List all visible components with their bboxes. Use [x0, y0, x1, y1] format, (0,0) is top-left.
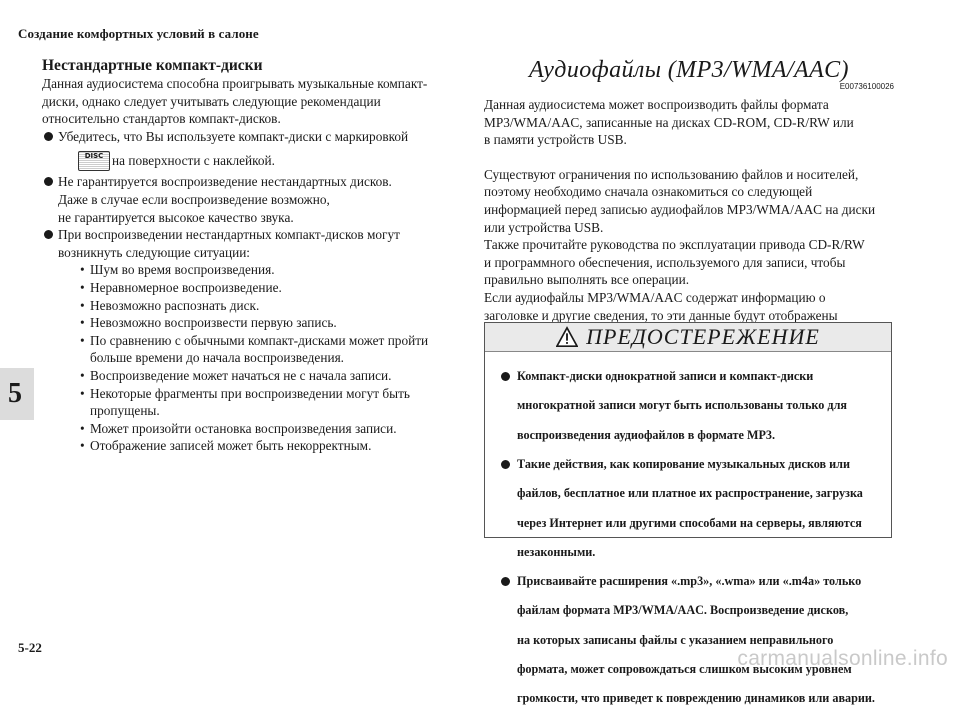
- paragraph-line: в памяти устройств USB.: [484, 132, 627, 148]
- sub-item: • Некоторые фрагменты при воспроизведении могут быть пропущены.: [80, 385, 410, 419]
- paragraph-line: или устройства USB.: [484, 219, 604, 235]
- intro-line: диски, однако следует учитывать следующие рекомендации: [42, 93, 381, 109]
- sub-item: • Отображение записей может быть некорректным.: [80, 438, 372, 454]
- bullet-dot-icon: [44, 132, 53, 141]
- audio-files-heading: Аудиофайлы (MP3/WMA/AAC): [529, 57, 849, 83]
- paragraph-line: Существуют ограничения по использованию файлов и носителей,: [484, 166, 859, 182]
- caution-item: Компакт-диски однократной записи и компакт-диски многократной записи могут быть использованы только для воспроизведения аудиофайлов в формате MP3.: [495, 368, 881, 444]
- caution-title: ПРЕДОСТЕРЕЖЕНИЕ: [586, 324, 820, 349]
- paragraph-line: Также прочитайте руководства по эксплуатации привода CD-R/RW: [484, 237, 865, 253]
- bullet-dot-icon: [44, 177, 53, 186]
- sub-item: • Неравномерное воспроизведение.: [80, 279, 282, 295]
- warning-triangle-icon: [556, 326, 578, 348]
- nonstandard-discs-heading: Нестандартные компакт-диски: [42, 57, 263, 74]
- paragraph-line: поэтому необходимо сначала ознакомиться со следующей: [484, 184, 813, 200]
- intro-line: Данная аудиосистема способна проигрывать музыкальные компакт-: [42, 76, 428, 91]
- disc-logo-caption: на поверхности с наклейкой.: [112, 153, 275, 169]
- caution-header: [485, 323, 891, 352]
- sub-item: • По сравнению с обычными компакт-дисками может пройти больше времени до начала воспроизведения.: [80, 332, 429, 366]
- bullet-item: [42, 128, 462, 146]
- sub-item: • Воспроизведение может начаться не с начала записи.: [80, 367, 392, 383]
- disc-logo-line: [42, 151, 462, 171]
- document-code: E00736100026: [839, 82, 894, 91]
- bullet-dot-icon: [501, 372, 510, 381]
- bullet-item: [42, 226, 462, 261]
- page-number: 5-22: [18, 640, 42, 655]
- compact-disc-logo-icon: DISC: [78, 151, 110, 171]
- bullet-text: При воспроизведении нестандартных компакт-дисков могут: [58, 227, 400, 243]
- bullet-text: Даже в случае если воспроизведение возможно,: [58, 191, 330, 207]
- bullet-dot-icon: [44, 230, 53, 239]
- paragraph-line: Если аудиофайлы MP3/WMA/AAC содержат информацию о: [484, 289, 826, 305]
- right-column: [484, 56, 894, 342]
- caution-item: Присваивайте расширения «.mp3», «.wma» или «.m4a» только файлам формата MP3/WMA/AAC. Воспроизведение дисков, на которых записаны файлы с указанием неправильного формата, может сопровождаться слишком высоким уровнем громкости, что приведет к повреждению динамиков или аварии.: [495, 573, 881, 707]
- paragraph-line: правильно выполнять все операции.: [484, 272, 690, 288]
- chapter-number: 5: [8, 378, 22, 409]
- chapter-tab: [0, 368, 34, 420]
- bullet-text: возникнуть следующие ситуации:: [58, 244, 251, 260]
- sub-item: • Шум во время воспроизведения.: [80, 262, 275, 278]
- bullet-item: [42, 173, 462, 226]
- paragraph-line: заголовке и другие сведения, то эти данные будут отображены: [484, 307, 838, 323]
- sub-item: • Может произойти остановка воспроизведения записи.: [80, 420, 397, 436]
- bullet-text: не гарантируется высокое качество звука.: [58, 209, 294, 225]
- intro-line: относительно стандартов компакт-дисков.: [42, 111, 281, 127]
- paragraph-line: и программного обеспечения, используемого для записи, чтобы: [484, 254, 846, 270]
- paragraph-line: Данная аудиосистема может воспроизводить файлы формата: [484, 97, 829, 112]
- bullet-text: Не гарантируется воспроизведение нестандартных дисков.: [58, 174, 392, 190]
- watermark: carmanualsonline.info: [737, 647, 948, 670]
- left-column: [42, 56, 462, 455]
- bullet-dot-icon: [501, 577, 510, 586]
- bullet-dot-icon: [501, 460, 510, 469]
- paragraph-line: MP3/WMA/AAC, записанные на дисках CD-ROM, CD-R/RW или: [484, 114, 854, 130]
- sub-item: • Невозможно воспроизвести первую запись.: [80, 315, 337, 331]
- bullet-text: Убедитесь, что Вы используете компакт-диски с маркировкой: [58, 128, 409, 144]
- caution-item: Такие действия, как копирование музыкальных дисков или файлов, бесплатное или платное их распространение, загрузка через Интернет или другими способами на серверы, являются незаконными.: [495, 456, 881, 561]
- section-header: Создание комфортных условий в салоне: [18, 26, 259, 41]
- sub-item: • Невозможно распознать диск.: [80, 297, 260, 313]
- paragraph-line: информацией перед записью аудиофайлов MP3/WMA/AAC на диски: [484, 201, 876, 217]
